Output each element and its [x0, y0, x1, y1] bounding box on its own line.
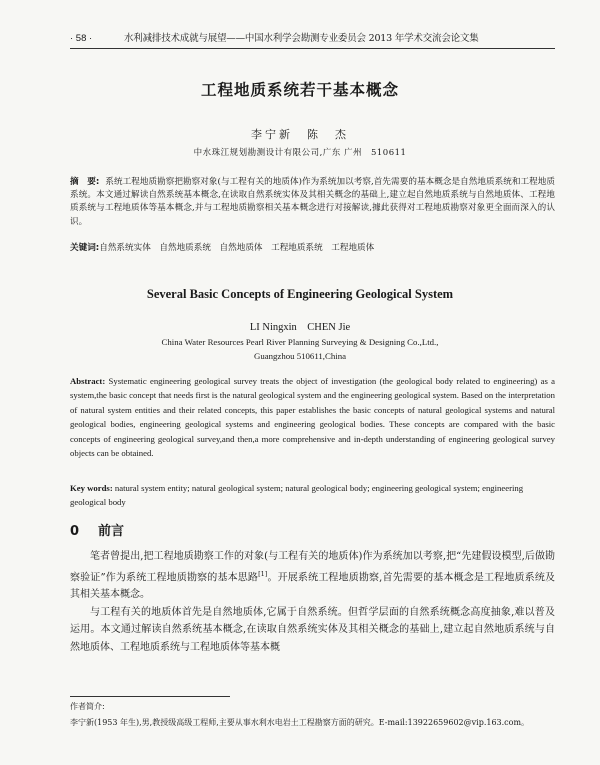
page-number: · 58 ·	[70, 33, 93, 44]
body-p2: 与工程有关的地质体首先是自然地质体,它属于自然系统。但哲学层面的自然系统概念高度抽象,难以普及运用。本文通过解读自然系统基本概念,在读取自然系统实体及其相关概念的基础上,建立起自然地质系统与自然地质体、工程地质系统与工程地质体等基本概	[70, 606, 555, 653]
body-p1-tail: 。开展系统工程地质勘察,首先需要的基本概念是工程地质系统及其相关基本概念。	[70, 571, 555, 601]
keywords-cn-text: 自然系统实体 自然地质系统 自然地质体 工程地质系统 工程地质体	[99, 243, 375, 253]
keywords-en-text: natural system entity; natural geological system; natural geological body; engineering geological system; engineering geological body	[70, 483, 524, 508]
paper-title-en: Several Basic Concepts of Engineering Geological System	[146, 287, 454, 301]
abstract-en	[70, 374, 555, 460]
journal-title: 水利减排技术成就与展望——中国水利学会勘测专业委员会 2013 年学术交流会论文集	[124, 33, 479, 44]
authors-cn: 李宁新 陈 杰	[251, 128, 349, 141]
running-header	[70, 32, 555, 46]
footnote-text: 李宁新(1953 年生),男,教授级高级工程师,主要从事水利水电岩土工程勘察方面的研究。E-mail:13922659602@vip.163.com。	[70, 718, 530, 727]
section-number: 0	[70, 524, 80, 539]
affiliation-en-line2: Guangzhou 510611,China	[253, 350, 347, 361]
body-text	[70, 548, 555, 656]
abstract-en-text: Systematic engineering geological survey treats the object of investigation (the geological body related to engineering) as a system,the basic concept that needs first is the natural geological system and the engineering geological system. Based on the interpretation of natural system entities and their related concepts, this paper establishes the basic concepts of natural geological systems and natural geological bodies, engineering geological systems and engineering geological bodies. These concepts are compared with the basic concepts of engineering geological survey,and then,a more comprehensive and in-depth understanding of engineering geological survey objects can be obtained.	[70, 376, 556, 459]
footnote-rule	[70, 696, 230, 697]
section-title: 前言	[98, 524, 125, 539]
keywords-cn	[70, 242, 555, 255]
footnote-label: 作者简介:	[70, 702, 105, 711]
affiliation-en-line1: China Water Resources Pearl River Planning Surveying & Designing Co.,Ltd.,	[161, 337, 439, 347]
abstract-cn-text: 系统工程地质勘察把勘察对象(与工程有关的地质体)作为系统加以考察,首先需要的基本概念是自然地质系统和工程地质系统。本文通过解读自然系统基本概念,在读取自然系统实体及其相关概念的基础上,建立起自然地质系统与自然地质体、工程地质系统与工程地质体等基本概念,并与工程地质勘察相关基本概念进行对接解读,據此获得对工程地质勘察对象更全面而深入的认识。	[70, 177, 555, 227]
abstract-cn-label: 摘 要:	[70, 177, 100, 187]
abstract-en-label: Abstract:	[70, 376, 106, 386]
affiliation-en	[0, 336, 600, 363]
header-rule	[70, 48, 555, 49]
body-paragraph	[70, 548, 555, 604]
authors-en: LI Ningxin CHEN Jie	[249, 322, 351, 333]
paper-title-cn: 工程地质系统若干基本概念	[200, 81, 399, 99]
keywords-en	[70, 481, 555, 510]
keywords-cn-label: 关键词:	[70, 243, 100, 253]
section-heading	[70, 520, 124, 540]
body-p1: 笔者曾提出,把工程地质勘察工作的对象(与工程有关的地质体)作为系统加以考察,把“先建假设模型,后做勘察验证”作为系统工程地质勘察的基本思路	[70, 551, 555, 583]
keywords-en-label: Key words:	[70, 483, 113, 493]
body-paragraph	[70, 604, 555, 657]
affiliation-cn: 中水珠江规划勘测设计有限公司,广东 广州 510611	[193, 148, 407, 158]
citation-ref: [1]	[258, 569, 268, 578]
abstract-cn	[70, 176, 555, 229]
